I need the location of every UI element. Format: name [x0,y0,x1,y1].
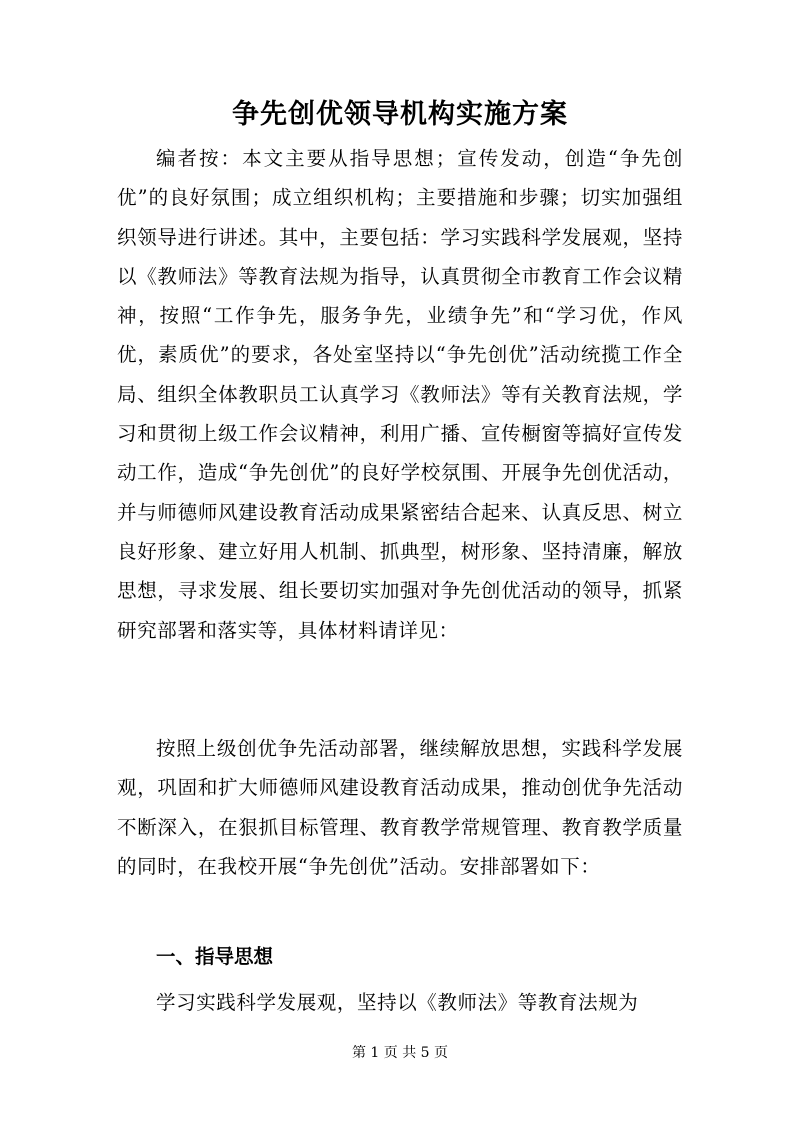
arrangement-paragraph: 按照上级创优争先活动部署，继续解放思想，实践科学发展观，巩固和扩大师德师风建设教育活动成果，推动创优争先活动不断深入，在狠抓目标管理、教育教学常规管理、教育教学质量的同时，在我校开展“争先创优”活动。安排部署如下： [117,737,683,878]
section-paragraph: 学习实践科学发展观，坚持以《教师法》等教育法规为 [156,991,639,1014]
section-heading: 一、指导思想 [156,945,274,968]
editor-note-paragraph: 编者按：本文主要从指导思想；宣传发动，创造“争先创优”的良好氛围；成立组织机构；主要措施和步骤；切实加强组织领导进行讲述。其中，主要包括：学习实践科学发展观，坚持以《教师法》等教育法规为指导，认真贯彻全市教育工作会议精神，按照“工作争先，服务争先，业绩争先”和“学习优，作风优，素质优”的要求，各处室坚持以“争先创优”活动统揽工作全局、组织全体教职员工认真学习《教师法》等有关教育法规，学习和贯彻上级工作会议精神，利用广播、宣传橱窗等搞好宣传发动工作，造成“争先创优”的良好学校氛围、开展争先创优活动，并与师德师风建设教育活动成果紧密结合起来、认真反思、树立良好形象、建立好用人机制、抓典型，树形象、坚持清廉，解放思想，寻求发展、组长要切实加强对争先创优活动的领导，抓紧研究部署和落实等，具体材料请详见： [117,147,683,642]
document-title: 争先创优领导机构实施方案 [232,99,568,130]
page-number-footer: 第 1 页 共 5 页 [351,1045,449,1061]
